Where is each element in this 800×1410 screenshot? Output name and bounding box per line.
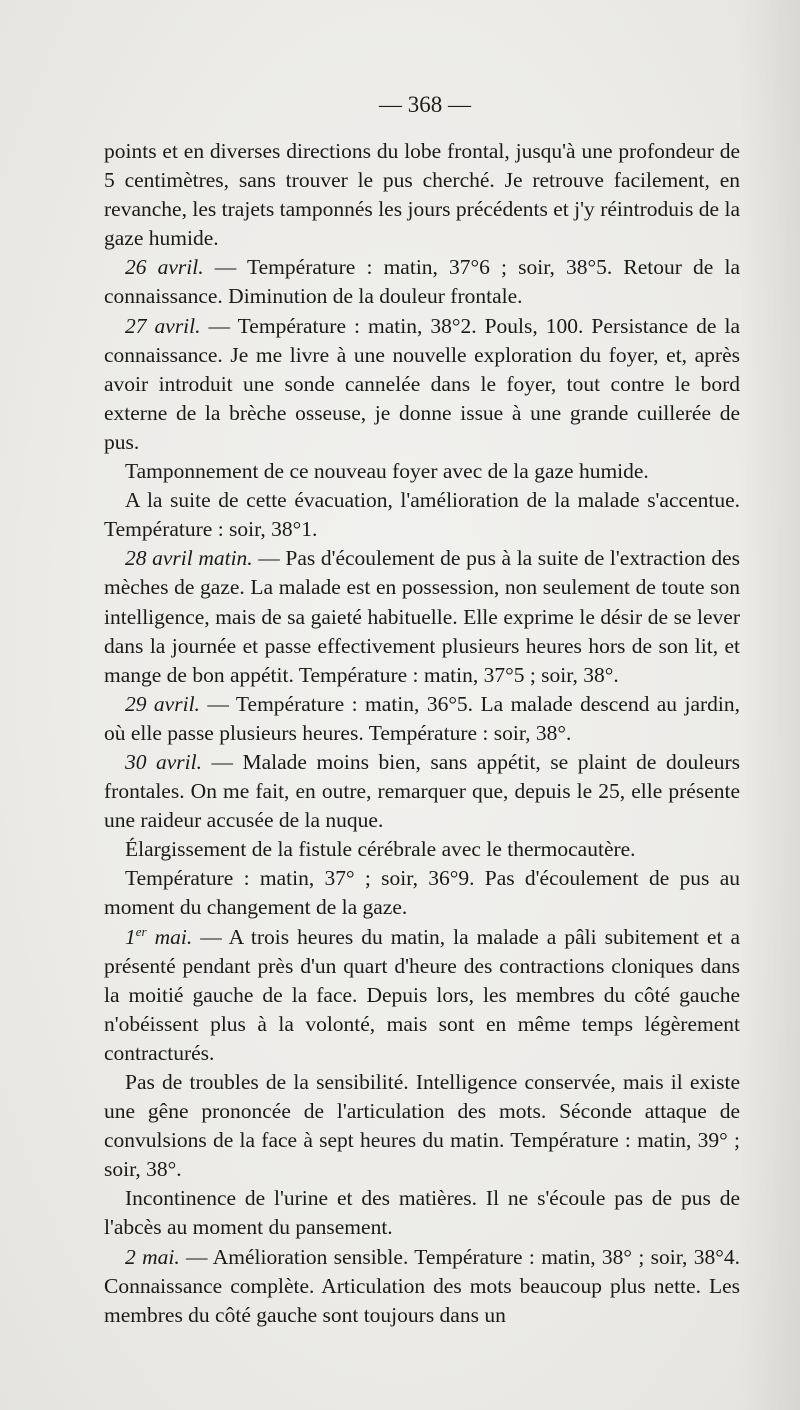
paragraph — [104, 253, 740, 311]
paragraph — [104, 1243, 740, 1330]
paragraph — [104, 544, 740, 689]
paragraph-text: Température : matin, 37° ; soir, 36°9. Pas d'écoulement de pus au moment du changement de la gaze. — [104, 866, 740, 920]
paragraph-text: Tamponnement de ce nouveau foyer avec de la gaze humide. — [125, 459, 649, 484]
paragraph-text: — Température : matin, 36°5. La malade descend au jardin, où elle passe plusieurs heures. Température : soir, 38°. — [104, 691, 741, 745]
body-text — [104, 137, 740, 1330]
paragraph — [104, 312, 740, 457]
paragraph — [104, 1068, 740, 1184]
paragraph-text: — Température : matin, 38°2. Pouls, 100. Persistance de la connaissance. Je me livre à une nouvelle exploration du foyer, et, après avoir introduit une sonde cannelée dans le foyer, tout contre le bord externe de la brèche osseuse, je donne issue à une grande cuillerée de pus. — [104, 313, 741, 454]
paragraph — [104, 1184, 740, 1242]
paragraph-text: — Pas d'écoulement de pus à la suite de l'extraction des mèches de gaze. La malade est en possession, non seulement de toute son intelligence, mais de sa gaieté habituelle. Elle exprime le désir de se lever dans la journée et passe effectivement plusieurs heures hors de son lit, et mange de bon appétit. Température : matin, 37°5 ; soir, 38°. — [104, 546, 740, 687]
paragraph — [104, 864, 740, 922]
paragraph — [104, 690, 740, 748]
paragraph — [104, 486, 740, 544]
paragraph-text: — Malade moins bien, sans appétit, se plaint de douleurs frontales. On me fait, en outre, remarquer que, depuis le 25, elle présente une raideur accusée de la nuque. — [104, 749, 740, 833]
entry-date: 1 — [125, 924, 136, 949]
paragraph-text: Pas de troubles de la sensibilité. Intelligence conservée, mais il existe une gêne prononcée de l'articulation des mots. Séconde attaque de convulsions de la face à sept heures du matin. Température : matin, 39° ; soir, 38°. — [104, 1070, 740, 1182]
entry-date: 27 avril. — [125, 313, 201, 338]
paragraph-text: — A trois heures du matin, la malade a pâli subitement et a présenté pendant près d'un quart d'heure des contractions cloniques dans la moitié gauche de la face. Depuis lors, les membres du côté gauche n'obéissent plus à la volonté, mais sont en même temps légèrement contracturés. — [104, 924, 740, 1065]
date-superscript: er — [135, 923, 147, 939]
paragraph — [104, 137, 740, 253]
paragraph — [104, 835, 740, 864]
paragraph — [104, 923, 740, 1068]
paragraph — [104, 748, 740, 835]
page-edge-shadow — [740, 0, 800, 1410]
paragraph-text: Incontinence de l'urine et des matières. Il ne s'écoule pas de pus de l'abcès au moment du pansement. — [104, 1186, 740, 1240]
entry-date-rest: mai. — [146, 924, 193, 949]
entry-date: 30 avril. — [125, 749, 202, 774]
entry-date: 28 avril matin. — [125, 546, 253, 571]
entry-date: 26 avril. — [125, 255, 204, 280]
paragraph-text: Élargissement de la fistule cérébrale avec le thermocautère. — [125, 837, 636, 862]
paragraph — [104, 457, 740, 486]
entry-date: 29 avril. — [125, 691, 200, 716]
paragraph-text: points et en diverses directions du lobe frontal, jusqu'à une profondeur de 5 centimètres, sans trouver le pus cherché. Je retrouve facilement, en revanche, les trajets tamponnés les jours précédents et j'y réintroduis de la gaze humide. — [104, 139, 740, 251]
paragraph-text: — Amélioration sensible. Température : matin, 38° ; soir, 38°4. Connaissance complète. Articulation des mots beaucoup plus nette. Les membres du côté gauche sont toujours dans un — [104, 1244, 740, 1327]
paragraph-text: — Température : matin, 37°6 ; soir, 38°5. Retour de la connaissance. Diminution de la douleur frontale. — [104, 255, 741, 309]
entry-date: 2 mai. — [125, 1244, 180, 1269]
paragraph-text: A la suite de cette évacuation, l'amélioration de la malade s'accentue. Température : soir, 38°1. — [104, 488, 740, 542]
page-number: — 368 — — [379, 92, 471, 117]
